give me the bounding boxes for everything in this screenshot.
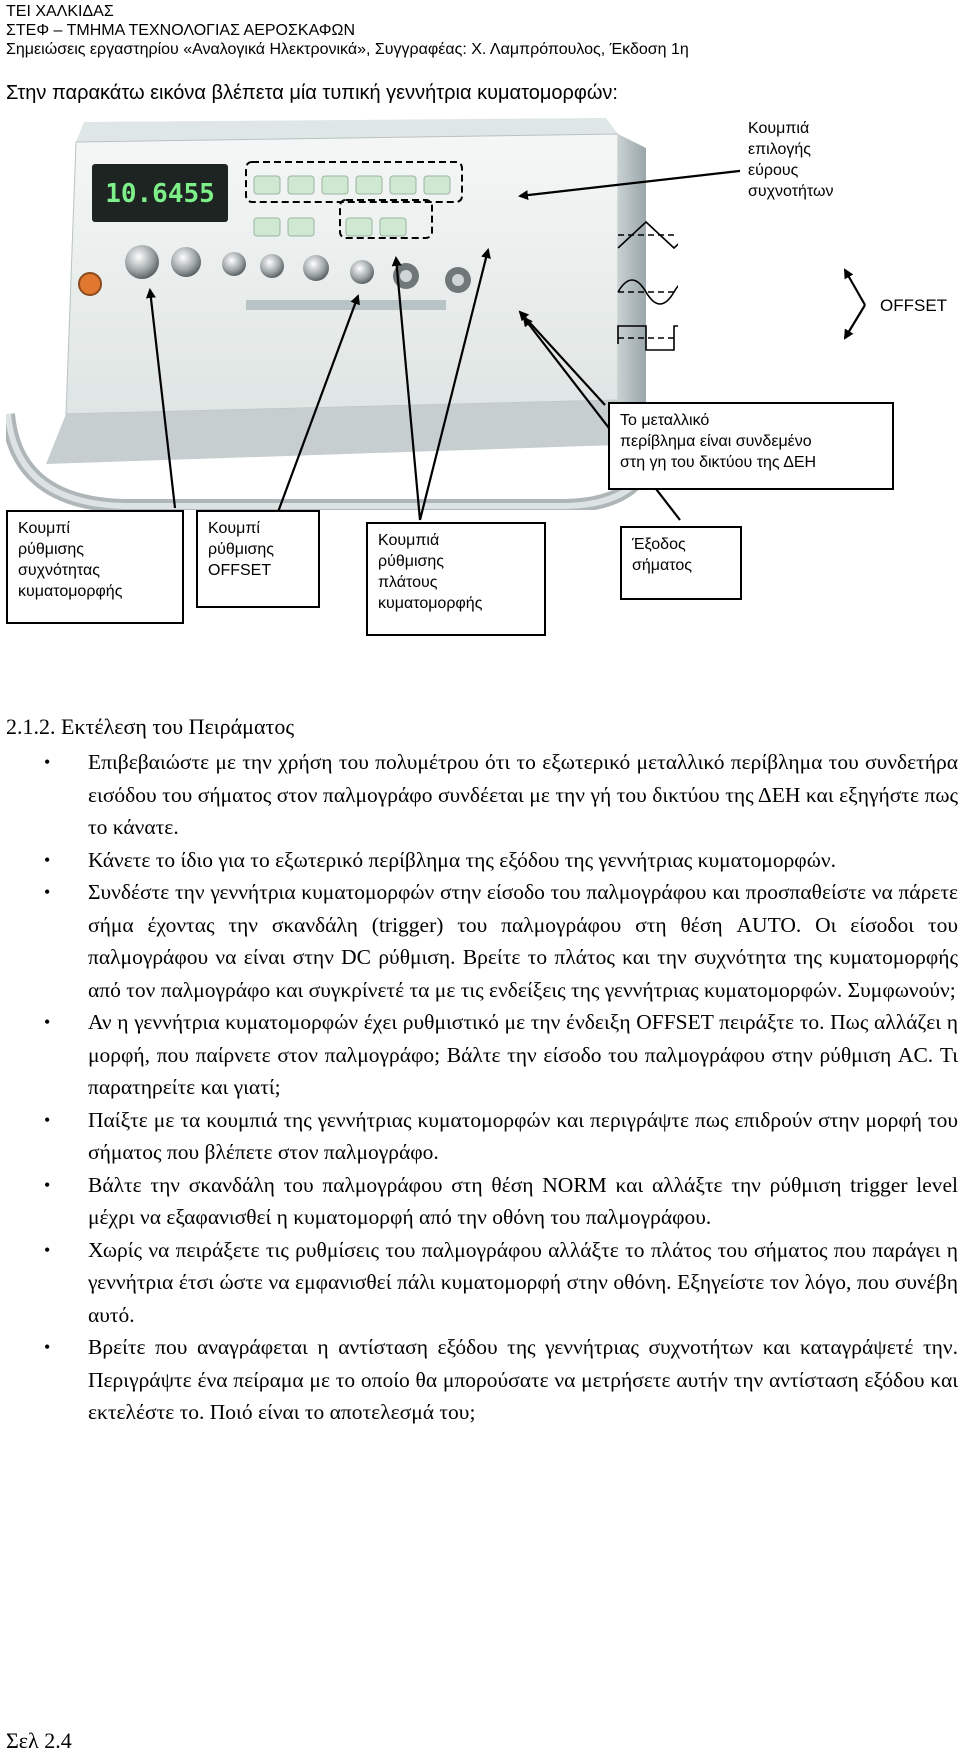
list-item: • Συνδέστε την γεννήτρια κυματομορφών στην είσοδο του παλμογράφου και προσπαθείστε να πάρετε σήμα έχοντας την σκανδάλη (trigger) του παλμογράφου στη θέση AUTO. Οι είσοδοι του παλμογράφου να είναι στην DC ρύθμιση. Βρείτε το πλάτος και την συχνότητα της κυματομορφής από τον παλμογράφο και συγκρίνετέ τα με τις ενδείξεις της γεννήτριας κυματομορφών. Συμφωνούν; bbox=[0, 876, 958, 1006]
list-item: • Επιβεβαιώστε με την χρήση του πολυμέτρου ότι το εξωτερικό μεταλλικό περίβλημα του συνδετήρα εισόδου του σήματος στον παλμογράφο συνδέεται με την γή του δικτύου της ΔΕΗ και εξηγήστε πως το κάνατε. bbox=[0, 746, 958, 844]
callout-amplitude-knobs: Κουμπιά ρύθμισης πλάτους κυματομορφής bbox=[366, 522, 546, 636]
bullet-icon: • bbox=[44, 1337, 51, 1357]
list-item: • Αν η γεννήτρια κυματομορφών έχει ρυθμιστικό με την ένδειξη OFFSET πειράξτε το. Πως αλλάζει η μορφή, που παίρνετε στον παλμογράφο; Βάλτε την είσοδο του παλμογράφου στην ρύθμιση AC. Τι παρατηρείτε και γιατί; bbox=[0, 1006, 958, 1104]
bullet-icon: • bbox=[44, 849, 51, 870]
list-item: • Κάνετε το ίδιο για το εξωτερικό περίβλημα της εξόδου της γεννήτριας κυματομορφών. bbox=[0, 844, 958, 877]
callout-range-buttons: Κουμπιά επιλογής εύρους συχνοτήτων bbox=[740, 114, 958, 224]
header-department: ΣΤΕΦ – ΤΜΗΜΑ ΤΕΧΝΟΛΟΓΙΑΣ ΑΕΡΟΣΚΑΦΩΝ bbox=[6, 22, 356, 39]
bullet-icon: • bbox=[44, 1109, 51, 1130]
section-title: 2.1.2. Εκτέλεση του Πειράματος bbox=[6, 714, 295, 739]
callout-frequency-knob: Κουμπί ρύθμισης συχνότητας κυματομορφής bbox=[6, 510, 184, 624]
display-readout: 10.6455 bbox=[105, 179, 215, 209]
function-generator-photo bbox=[6, 114, 678, 510]
list-item: • Βρείτε που αναγράφεται η αντίσταση εξόδου της γεννήτριας συχνοτήτων και καταγράψετέ την. Περιγράψτε ένα πείραμα με το οποίο θα μπορούσατε να μετρήσετε αυτήν την αντίσταση εξόδου και εκτελέστε το. Ποιό είναι το αποτελεσμά του; bbox=[0, 1331, 958, 1429]
bullet-icon: • bbox=[44, 1174, 51, 1195]
bullet-icon: • bbox=[44, 1239, 51, 1260]
list-item: • Χωρίς να πειράξετε τις ρυθμίσεις του παλμογράφου αλλάξτε το πλάτος του σήματος που παράγει η γεννήτρια έτσι ώστε να εμφανισθεί πάλι κυματομορφή στην οθόνη. Εξηγείστε τον λόγο, που συνέβη αυτό. bbox=[0, 1234, 958, 1332]
page-number: Σελ 2.4 bbox=[6, 1728, 72, 1753]
bullet-icon: • bbox=[44, 882, 51, 902]
header-institution: ΤΕΙ ΧΑΛΚΙΔΑΣ bbox=[6, 3, 114, 20]
callout-offset-knob: Κουμπί ρύθμισης OFFSET bbox=[196, 510, 320, 608]
list-item: • Παίξτε με τα κουμπιά της γεννήτριας κυματομορφών και περιγράψτε πως επιδρούν στην μορφή του σήματος που βλέπετε στον παλμογράφο. bbox=[0, 1104, 958, 1169]
bullet-icon: • bbox=[44, 752, 51, 772]
header-notes-title: Σημειώσεις εργαστηρίου «Αναλογικά Ηλεκτρονικά», Συγγραφέας: Χ. Λαμπρόπουλος, Έκδοση 1η bbox=[6, 41, 689, 58]
list-item: • Βάλτε την σκανδάλη του παλμογράφου στη θέση NORM και αλλάξτε την ρύθμιση trigger level μέχρι να εξαφανισθεί η κυματομορφή από την οθόνη του παλμογράφου. bbox=[0, 1169, 958, 1234]
experiment-steps-list bbox=[0, 746, 958, 1429]
callout-signal-output: Έξοδος σήματος bbox=[620, 526, 742, 600]
bullet-icon: • bbox=[44, 1012, 51, 1032]
intro-text: Στην παρακάτω εικόνα βλέπετα μία τυπική γεννήτρια κυματομορφών: bbox=[6, 82, 618, 104]
callout-metal-casing: Το μεταλλικό περίβλημα είναι συνδεμένο στη γη του δικτύου της ΔΕΗ bbox=[608, 402, 894, 490]
offset-label: OFFSET bbox=[880, 296, 948, 315]
